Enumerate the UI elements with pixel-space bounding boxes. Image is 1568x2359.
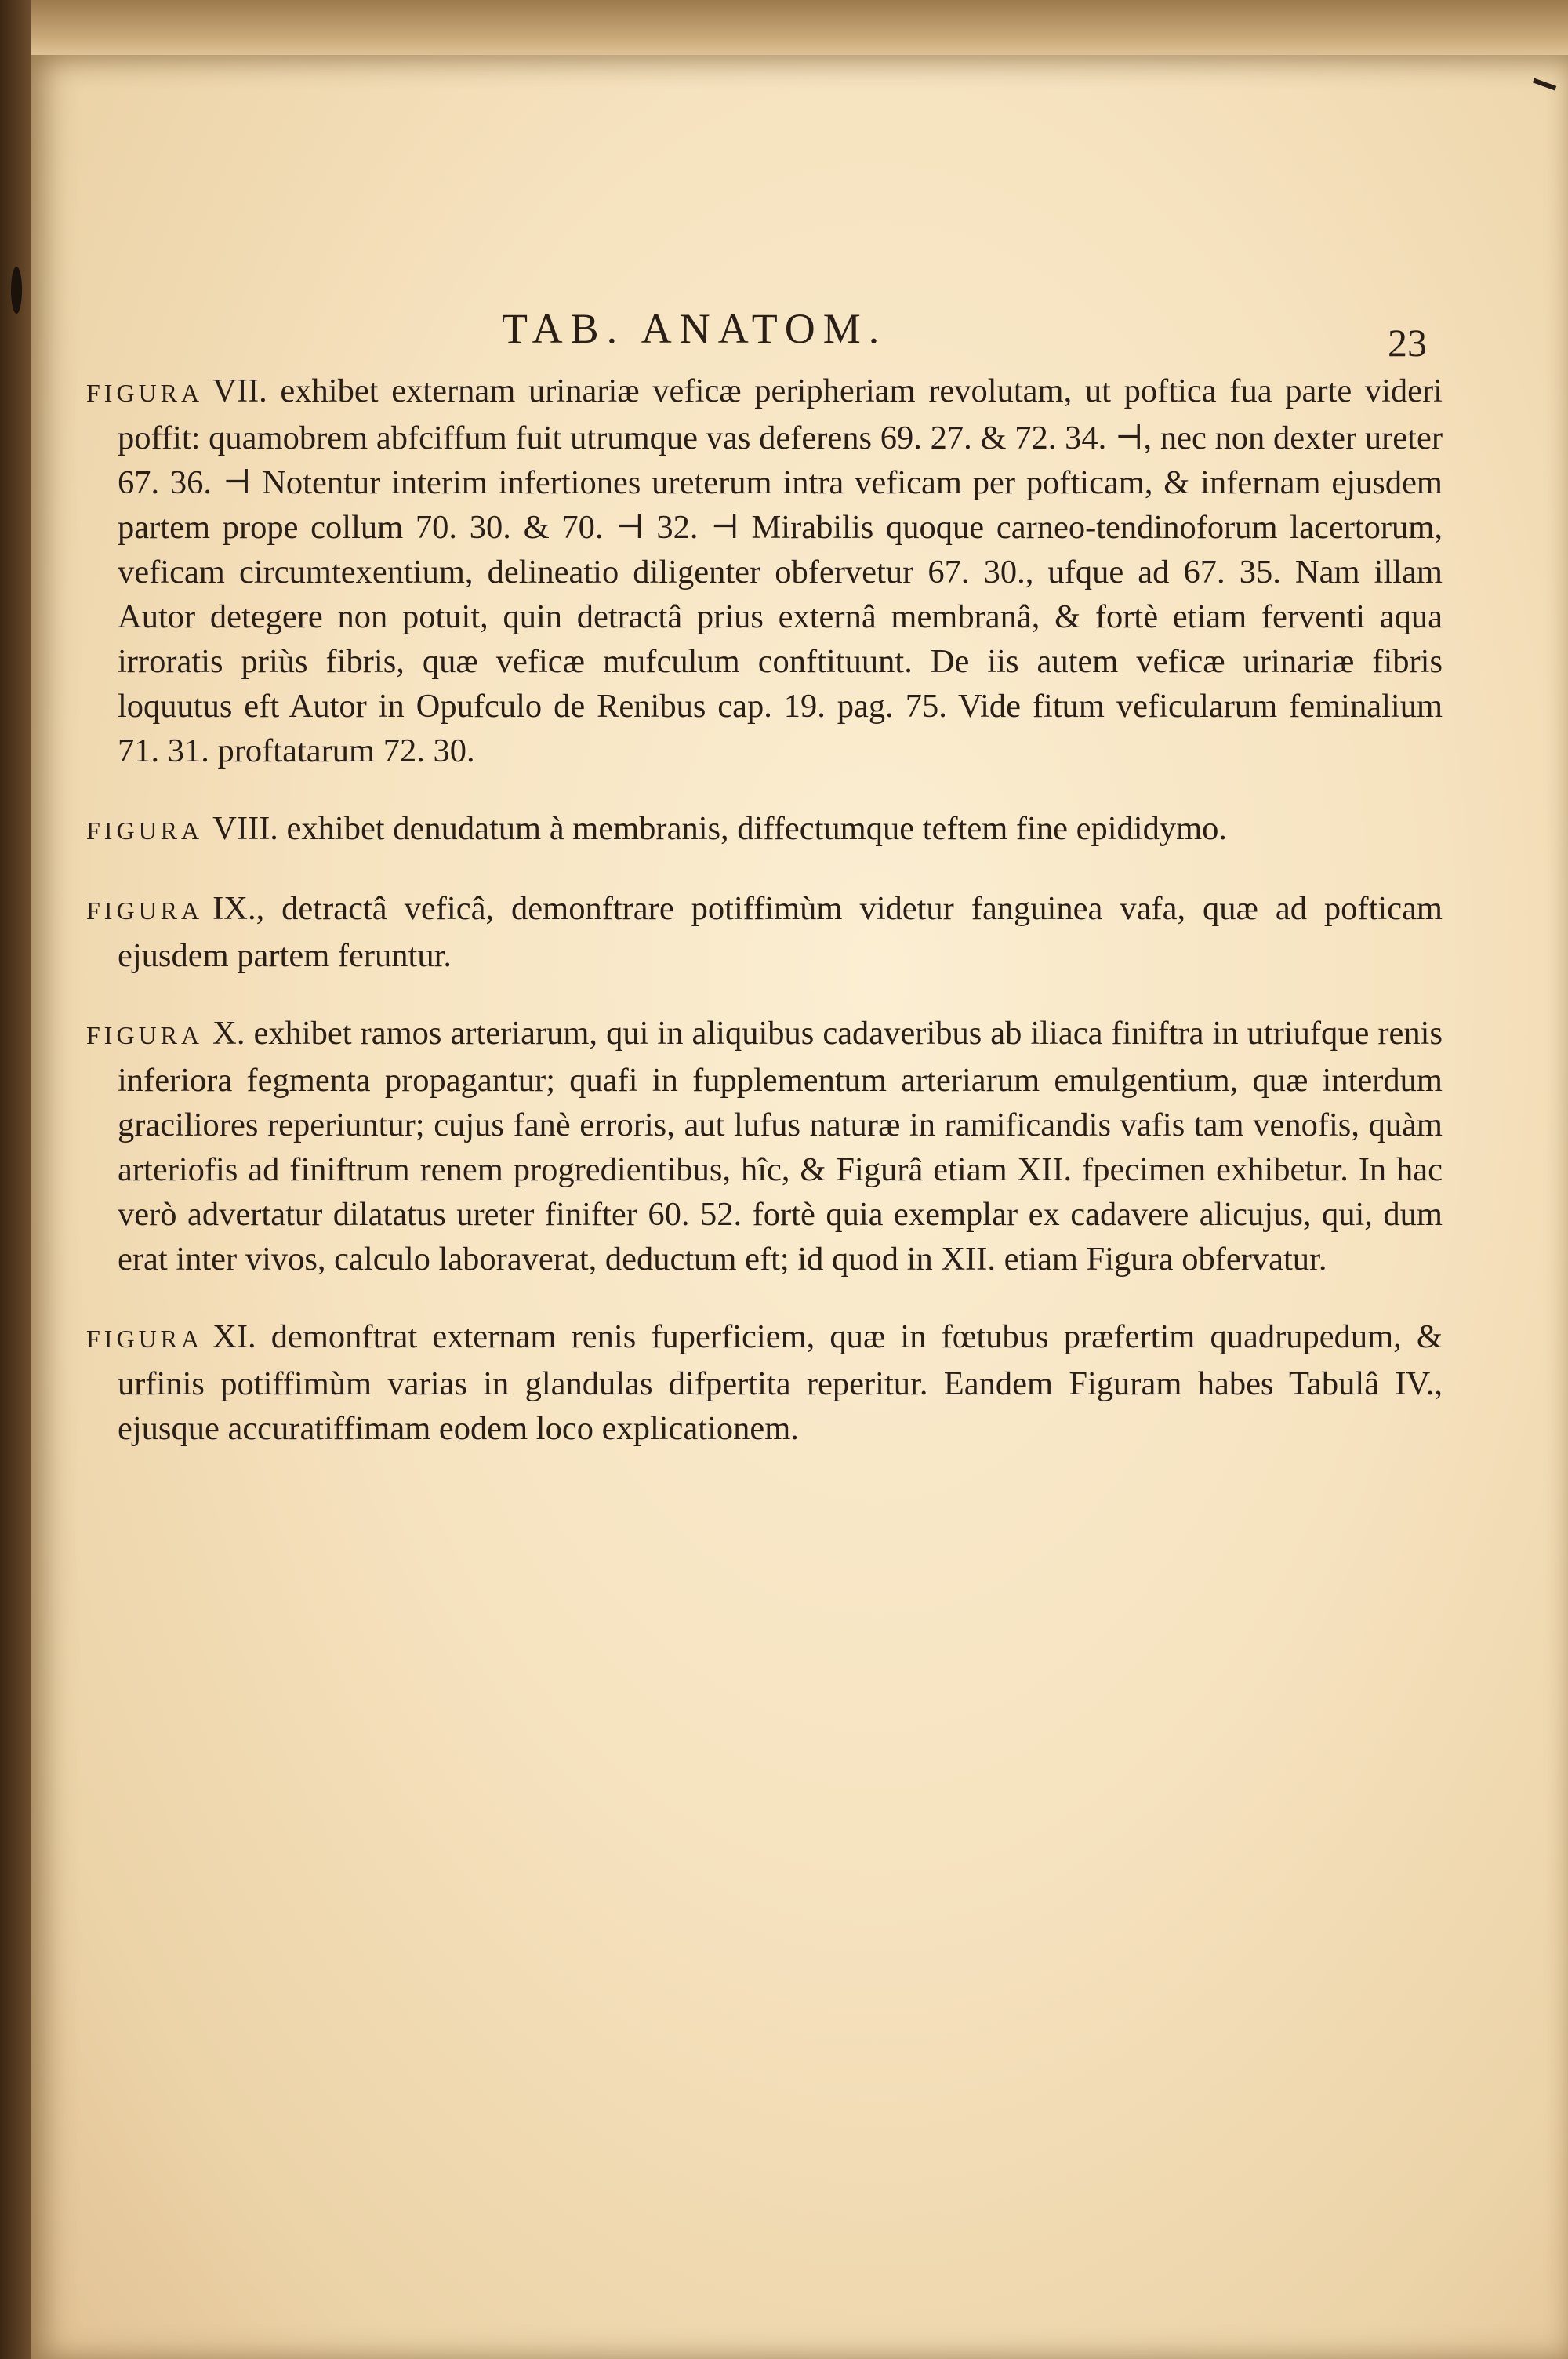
page-number: 23 [1388,321,1427,365]
page-top-edge [31,0,1568,63]
page-corner-mark [1528,78,1556,104]
paragraph-figura-xi [86,1314,1443,1451]
paragraph-text: XI. demonftrat externam renis fuperficiem, quæ in fœtubus præfertim quadrupedum, & urfinis potiffimùm varias in glandulas difpertita reperitur. Eandem Figuram habes Tabulâ IV., ejusque accuratiffimam eodem loco explicationem. [118,1318,1443,1447]
paragraph-figura-vii [86,369,1443,773]
paragraph-text: IX., detractâ veficâ, demonftrare potiffimùm videtur fanguinea vafa, quæ ad pofticam ejusdem partem feruntur. [118,890,1443,974]
paragraph-text: VIII. exhibet denudatum à membranis, diffectumque teftem fine epididymo. [212,810,1228,847]
figura-label: FIGURA [86,379,204,407]
page-title: TAB. ANATOM. [502,305,887,352]
running-header [502,304,1443,365]
paragraph-text: VII. exhibet externam urinariæ veficæ peripheriam revolutam, ut poftica fua parte videri poffit: quamobrem abfciffum fuit utrumque vas deferens 69. 27. & 72. 34. ⊣, nec non dexter ureter 67. 36. ⊣ Notentur interim infertiones ureterum intra veficam per pofticam, & infernam ejusdem partem prope collum 70. 30. & 70. ⊣ 32. ⊣ Mirabilis quoque carneo-tendinoforum lacertorum, veficam circumtexentium, delineatio diligenter obfervetur 67. 30., ufque ad 67. 35. Nam illam Autor detegere non potuit, quin detractâ prius externâ membranâ, & fortè etiam ferventi aqua irroratis priùs fibris, quæ veficæ mufculum conftituunt. De iis autem veficæ urinariæ fibris loquutus eft Autor in Opufculo de Renibus cap. 19. pag. 75. Vide fitum veficularum feminalium 71. 31. proftatarum 72. 30. [118,373,1443,769]
paragraph-text: X. exhibet ramos arteriarum, qui in aliquibus cadaveribus ab iliaca finiftra in utriufque renis inferiora fegmenta propagantur; quafi in fupplementum arteriarum emulgentium, quæ interdum graciliores reperiuntur; cujus fanè erroris, aut lufus naturæ in ramificandis vafis tam venofis, quàm arteriofis ad finiftrum renem progredientibus, hîc, & Figurâ etiam XII. fpecimen exhibetur. In hac verò advertatur dilatatus ureter finifter 60. 52. fortè quia exemplar ex cadavere alicujus, qui, dum erat inter vivos, calculo laboraverat, deductum eft; id quod in XII. etiam Figura obfervatur. [118,1015,1443,1278]
paragraph-figura-x [86,1011,1443,1281]
paragraph-figura-ix [86,886,1443,978]
figura-label: FIGURA [86,1021,204,1049]
paragraph-figura-viii [86,806,1443,853]
ink-spot [11,267,22,314]
body-text [86,369,1443,1484]
figura-label: FIGURA [86,1325,204,1353]
figura-label: FIGURA [86,816,204,845]
figura-label: FIGURA [86,896,204,925]
